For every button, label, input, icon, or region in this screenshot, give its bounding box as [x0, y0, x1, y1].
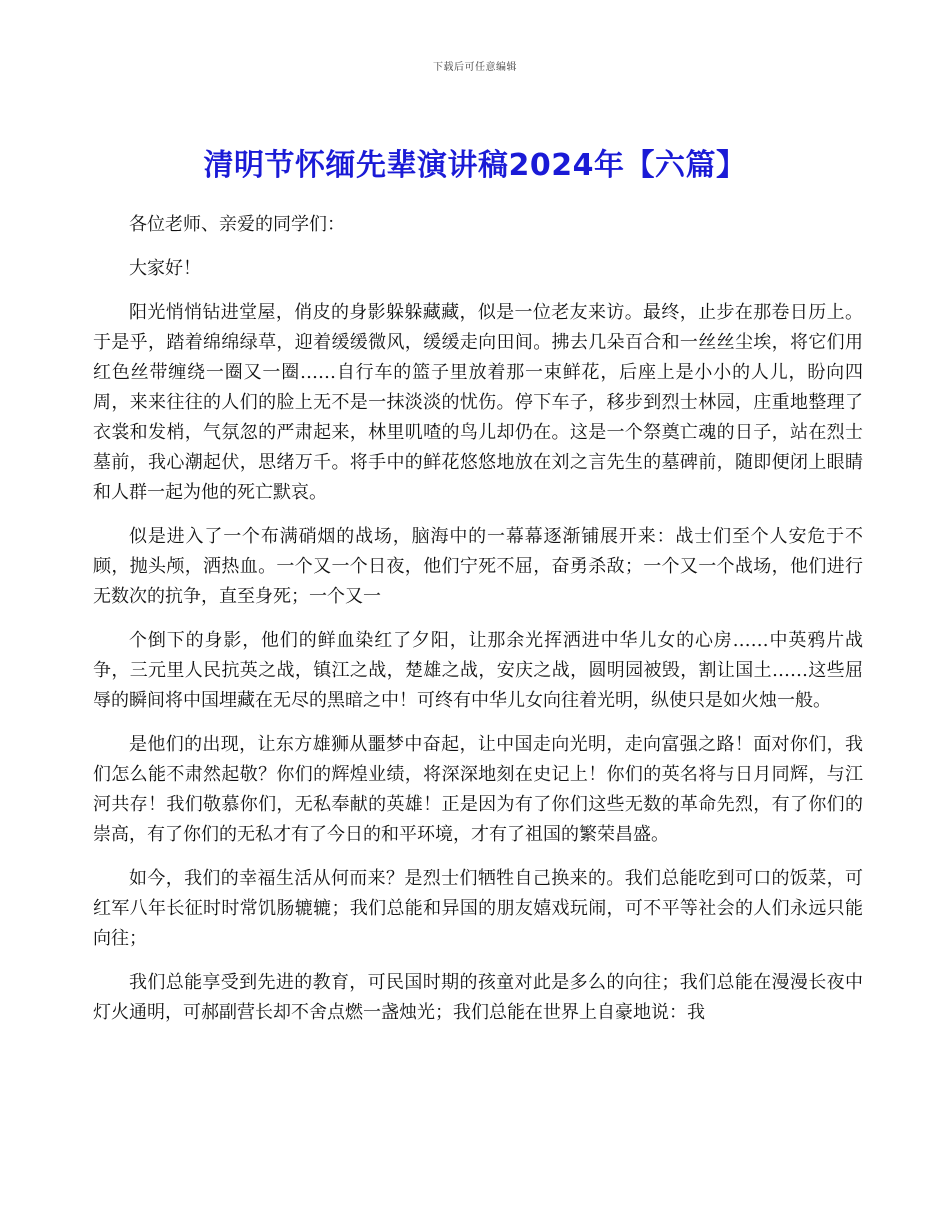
paragraph: 我们总能享受到先进的教育，可民国时期的孩童对此是多么的向往；我们总能在漫漫长夜中灯火通明，可郝副营长却不舍点燃一盏烛光；我们总能在世界上自豪地说：我	[93, 972, 863, 1023]
greeting: 大家好！	[129, 258, 201, 279]
salutation: 各位老师、亲爱的同学们：	[129, 214, 345, 235]
paragraph: 如今，我们的幸福生活从何而来？是烈士们牺牲自己换来的。我们总能吃到可口的饭菜，可红军八年长征时时常饥肠辘辘；我们总能和异国的朋友嬉戏玩闹，可不平等社会的人们永远只能向往；	[93, 868, 863, 949]
paragraph: 阳光悄悄钻进堂屋，俏皮的身影躲躲藏藏，似是一位老友来访。最终，止步在那卷日历上。于是乎，踏着绵绵绿草，迎着缓缓微风，缓缓走向田间。拂去几朵百合和一丝丝尘埃，将它们用红色丝带缠绕一圈又一圈……自行车的篮子里放着那一束鲜花，后座上是小小的人儿，盼向四周，来来往往的人们的脸上无不是一抹淡淡的忧伤。停下车子，移步到烈士林园，庄重地整理了衣裳和发梢，气氛忽的严肃起来，林里叽喳的鸟儿却仍在。这是一个祭奠亡魂的日子，站在烈士墓前，我心潮起伏，思绪万千。将手中的鲜花悠悠地放在刘之言先生的墓碑前，随即便闭上眼睛和人群一起为他的死亡默哀。	[93, 302, 863, 503]
document-title: 清明节怀缅先辈演讲稿2024年【六篇】	[203, 148, 747, 183]
paragraph: 是他们的出现，让东方雄狮从噩梦中奋起，让中国走向光明，走向富强之路！面对你们，我们怎么能不肃然起敬？你们的辉煌业绩，将深深地刻在史记上！你们的英名将与日月同辉，与江河共存！我们敬慕你们，无私奉献的英雄！正是因为有了你们这些无数的革命先烈，有了你们的崇高，有了你们的无私才有了今日的和平环境，才有了祖国的繁荣昌盛。	[93, 734, 863, 845]
document-body	[93, 210, 863, 1042]
header-note: 下载后可任意编辑	[433, 62, 517, 73]
paragraph: 似是进入了一个布满硝烟的战场，脑海中的一幕幕逐渐铺展开来：战士们至个人安危于不顾，抛头颅，洒热血。一个又一个日夜，他们宁死不屈，奋勇杀敌；一个又一个战场，他们进行无数次的抗争，直至身死；一个又一	[93, 526, 863, 607]
paragraph: 个倒下的身影，他们的鲜血染红了夕阳，让那余光挥洒进中华儿女的心房……中英鸦片战争，三元里人民抗英之战，镇江之战，楚雄之战，安庆之战，圆明园被毁，割让国土……这些屈辱的瞬间将中国埋藏在无尽的黑暗之中！可终有中华儿女向往着光明，纵使只是如火烛一般。	[93, 630, 863, 711]
